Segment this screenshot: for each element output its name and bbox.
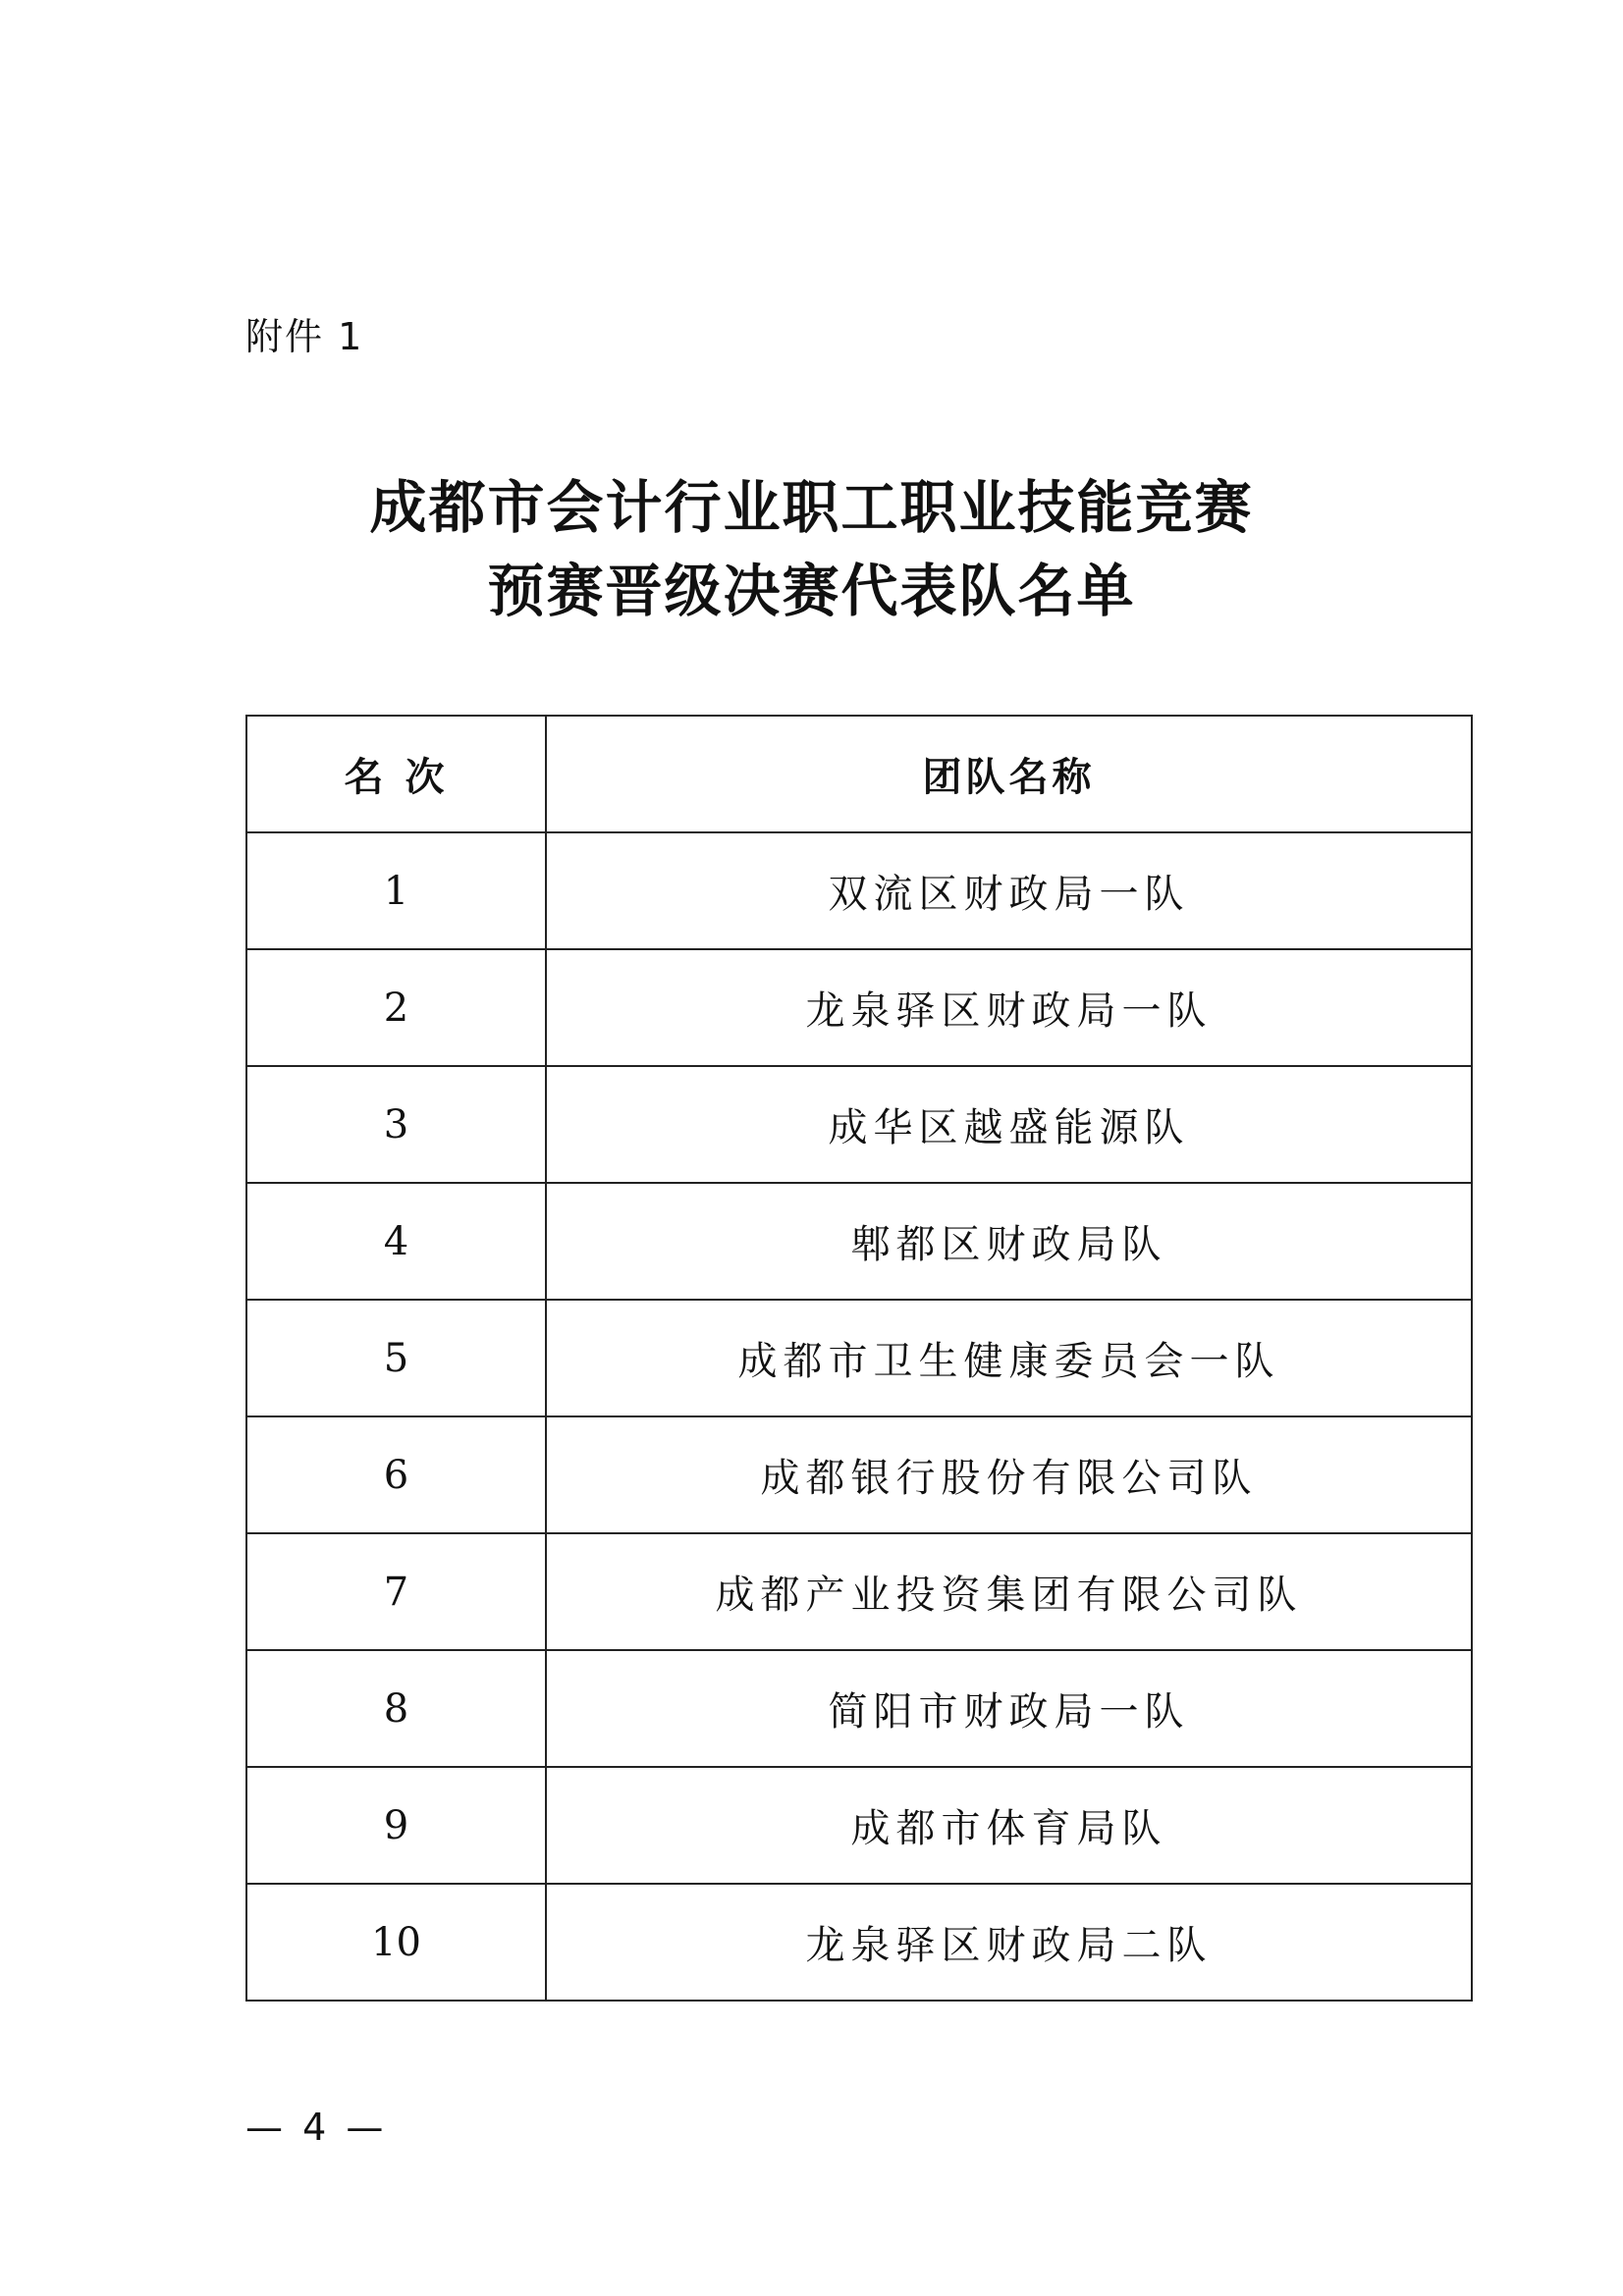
rank-cell: 1 <box>246 832 546 949</box>
table-row <box>246 1884 1472 2001</box>
team-name-cell: 成都产业投资集团有限公司队 <box>546 1533 1472 1650</box>
team-name-cell: 成都市卫生健康委员会一队 <box>546 1300 1472 1416</box>
table-row <box>246 1300 1472 1416</box>
table-row <box>246 1650 1472 1767</box>
team-name-cell: 龙泉驿区财政局一队 <box>546 949 1472 1066</box>
table-row <box>246 832 1472 949</box>
rank-cell: 4 <box>246 1183 546 1300</box>
table-row <box>246 1416 1472 1533</box>
table-header-row <box>246 716 1472 832</box>
rank-cell: 7 <box>246 1533 546 1650</box>
team-name-cell: 成华区越盛能源队 <box>546 1066 1472 1183</box>
team-name-column-header: 团队名称 <box>546 716 1472 832</box>
team-name-cell: 龙泉驿区财政局二队 <box>546 1884 1472 2001</box>
team-name-cell: 成都市体育局队 <box>546 1767 1472 1884</box>
team-name-cell: 郫都区财政局队 <box>546 1183 1472 1300</box>
rank-cell: 6 <box>246 1416 546 1533</box>
rank-cell: 2 <box>246 949 546 1066</box>
rank-cell: 3 <box>246 1066 546 1183</box>
table-row <box>246 1533 1472 1650</box>
rank-column-header: 名 次 <box>246 716 546 832</box>
table-row <box>246 1066 1472 1183</box>
rank-cell: 5 <box>246 1300 546 1416</box>
teams-table <box>245 715 1473 2002</box>
rank-cell: 8 <box>246 1650 546 1767</box>
document-title-line-1: 成都市会计行业职工职业技能竞赛 <box>369 474 1254 541</box>
table-row <box>246 949 1472 1066</box>
table-row <box>246 1183 1472 1300</box>
document-title-line-2: 预赛晋级决赛代表队名单 <box>487 558 1136 624</box>
team-name-cell: 成都银行股份有限公司队 <box>546 1416 1472 1533</box>
rank-cell: 9 <box>246 1767 546 1884</box>
page-number: — 4 — <box>245 2106 388 2149</box>
team-name-cell: 双流区财政局一队 <box>546 832 1472 949</box>
attachment-label: 附件 1 <box>245 315 364 358</box>
team-name-cell: 简阳市财政局一队 <box>546 1650 1472 1767</box>
rank-cell: 10 <box>246 1884 546 2001</box>
table-row <box>246 1767 1472 1884</box>
